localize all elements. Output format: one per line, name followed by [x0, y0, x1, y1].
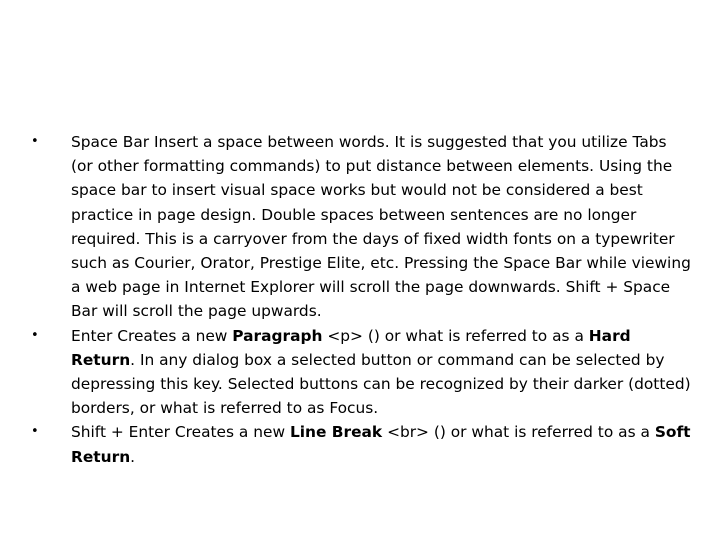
bullet-list — [31, 130, 691, 469]
bullet-marker: • — [31, 327, 39, 343]
text-segment: Enter Creates a new — [71, 326, 233, 345]
bullet-item-space-bar — [31, 130, 691, 324]
bold-term-paragraph: Paragraph — [232, 326, 323, 345]
bullet-marker: • — [31, 134, 39, 149]
bold-term-soft-return: Soft Return — [71, 423, 691, 466]
text-segment: <p> () or what is referred to as a — [322, 326, 589, 345]
bullet-item-enter — [31, 324, 691, 421]
text-segment: Shift + Enter Creates a new — [71, 423, 290, 442]
text-segment: . In any dialog box a selected button or command can be selected by depressing this key. Selected buttons can be recognized by their darker (dotted) borders, or what is referred to as Focus. — [71, 350, 691, 418]
bullet-item-shift-enter — [31, 420, 691, 468]
text-segment: <br> () or what is referred to as a — [382, 423, 655, 442]
bold-term-hard-return: Hard Return — [71, 326, 631, 369]
bullet-text — [71, 324, 691, 421]
text-segment: Space Bar Insert a space between words. It is suggested that you utilize Tabs (or other formatting commands) to put distance between elements. Using the space bar to insert visual space works but would not be considered a best practice in page design. Double spaces between sentences are no longer required. This is a carryover from the days of fixed width fonts on a typewriter such as Courier, Orator, Prestige Elite, etc. Pressing the Space Bar while viewing a web page in Internet Explorer will scroll the page downwards. Shift + Space Bar will scroll the page upwards. — [71, 133, 691, 321]
text-segment: . — [130, 447, 136, 466]
bullet-text — [71, 130, 691, 324]
bold-term-line-break: Line Break — [289, 423, 383, 442]
bullet-marker: • — [31, 424, 39, 440]
bullet-text — [71, 420, 691, 468]
